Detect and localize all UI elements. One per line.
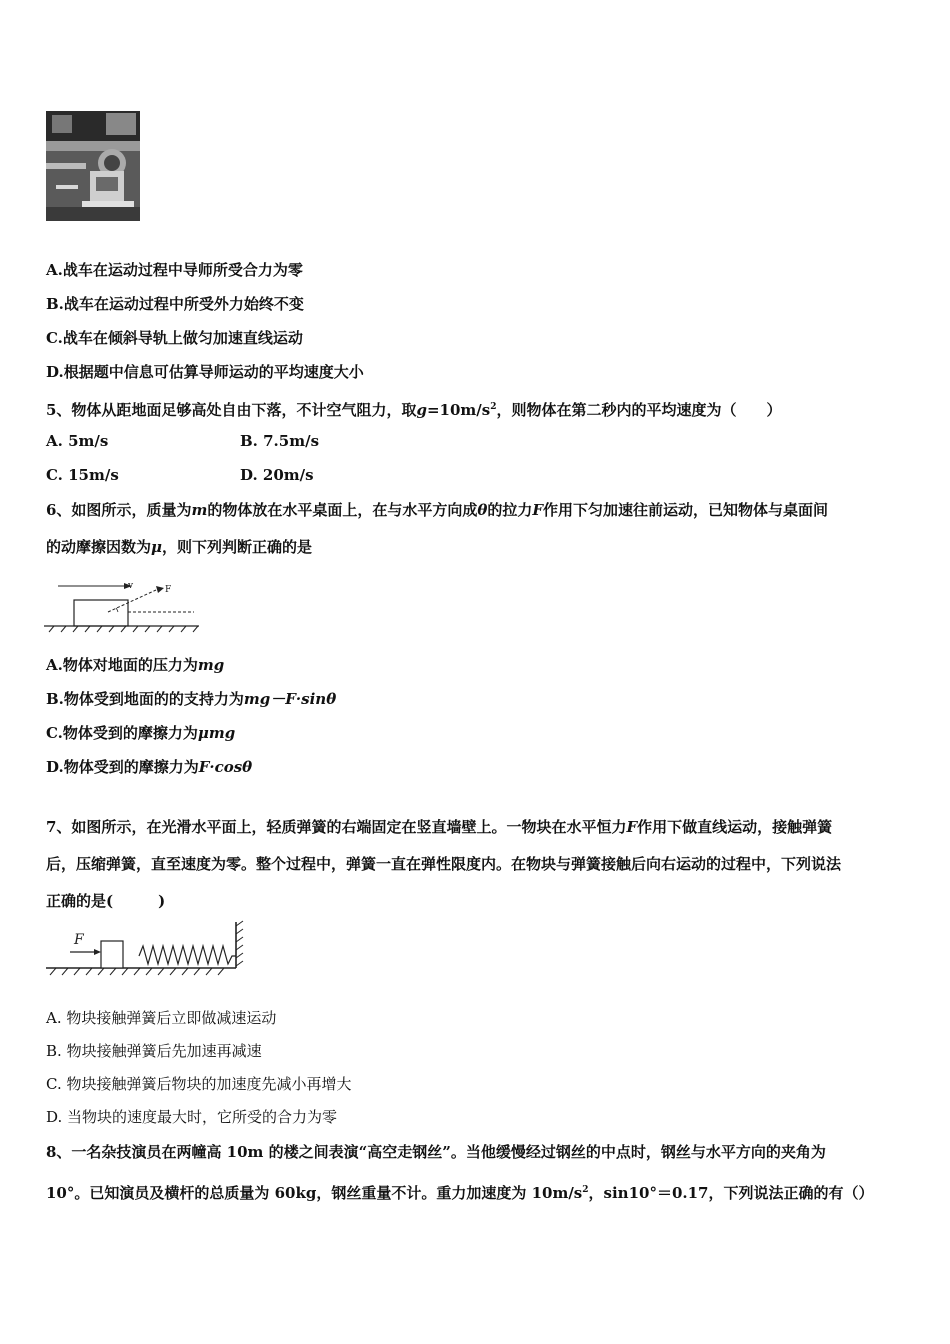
- q6-option-d: D.物体受到的摩擦力为F·cosθ: [46, 758, 253, 776]
- q5-option-c: C. 15m/s: [46, 466, 119, 484]
- q4-option-d: D.根据题中信息可估算导师运动的平均速度大小: [46, 363, 364, 381]
- q6-option-a: A.物体对地面的压力为mg: [46, 656, 225, 674]
- q6-fig-v-label: v: [128, 581, 134, 591]
- stage-car-photo: [46, 111, 140, 221]
- q5-option-b: B. 7.5m/s: [240, 432, 320, 450]
- q5-option-a: A. 5m/s: [46, 432, 109, 450]
- q4-option-c: C.战车在倾斜导轨上做匀加速直线运动: [46, 329, 303, 347]
- q6-stem-line2: 的动摩擦因数为μ，则下列判断正确的是: [46, 538, 313, 556]
- q8-stem-line2: 10°。已知演员及横杆的总质量为 60kg，钢丝重量不计。重力加速度为 $10m/s^2$，sin10°＝0.17，下列说法正确的有（）: [46, 1184, 874, 1202]
- q7-option-d: D. 当物块的速度最大时，它所受的合力为零: [46, 1108, 338, 1126]
- q7-fig-f-label: F: [74, 932, 84, 948]
- q7-spring-diagram: [44, 920, 248, 976]
- q7-stem-line2: 后，压缩弹簧，直至速度为零。整个过程中，弹簧一直在弹性限度内。在物块与弹簧接触后向右运动的过程中，下列说法: [46, 855, 842, 873]
- q6-block-diagram: [44, 576, 204, 636]
- q4-option-a: A.战车在运动过程中导师所受合力为零: [46, 261, 303, 279]
- q6-stem-line1: 6、如图所示，质量为m的物体放在水平桌面上，在与水平方向成θ的拉力F作用下匀加速往前运动，已知物体与桌面间: [46, 501, 829, 519]
- q5-option-d: D. 20m/s: [240, 466, 314, 484]
- q6-option-b: B.物体受到地面的的支持力为mg－F·sinθ: [46, 690, 337, 708]
- q7-option-a: A. 物块接触弹簧后立即做减速运动: [46, 1009, 277, 1027]
- q6-fig-f-label: F: [165, 585, 172, 595]
- q7-stem-line3: 正确的是( ): [46, 892, 166, 910]
- q8-stem-line1: 8、一名杂技演员在两幢高 10m 的楼之间表演“高空走钢丝”。当他缓慢经过钢丝的中点时，钢丝与水平方向的夹角为: [46, 1143, 826, 1161]
- q7-stem-line1: 7、如图所示，在光滑水平面上，轻质弹簧的右端固定在竖直墙壁上。一物块在水平恒力F作用下做直线运动，接触弹簧: [46, 818, 833, 836]
- q6-option-c: C.物体受到的摩擦力为μmg: [46, 724, 236, 742]
- q7-option-b: B. 物块接触弹簧后先加速再减速: [46, 1042, 262, 1060]
- q7-option-c: C. 物块接触弹簧后物块的加速度先减小再增大: [46, 1075, 352, 1093]
- q5-stem: 5、物体从距地面足够高处自由下落，不计空气阻力，取$g=10m/s^2$，则物体在第二秒内的平均速度为（ ）: [46, 401, 782, 419]
- q4-option-b: B.战车在运动过程中所受外力始终不变: [46, 295, 304, 313]
